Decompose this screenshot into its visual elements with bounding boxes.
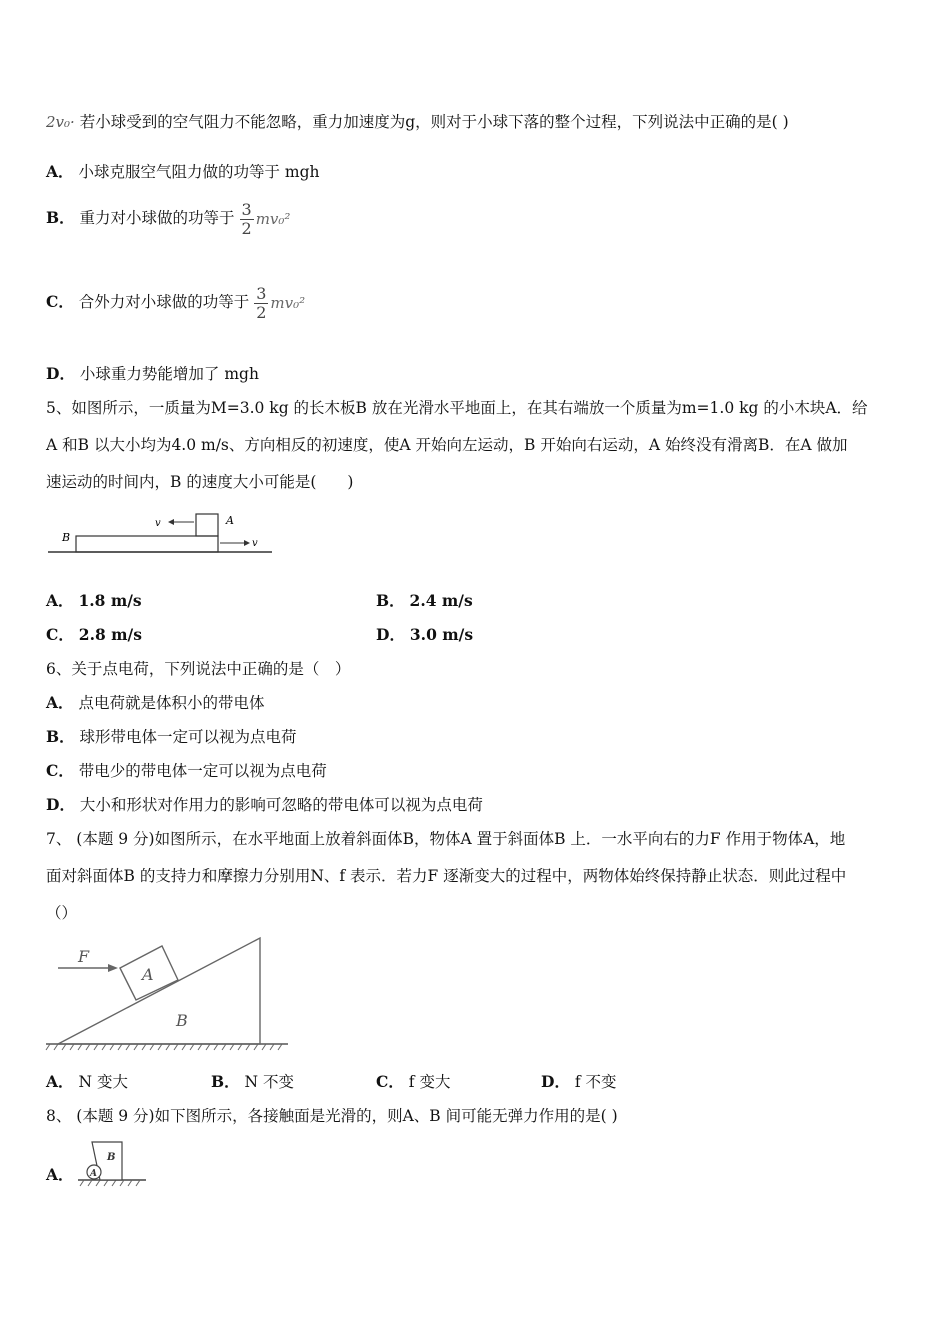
q4-option-b-text: 重力对小球做的功等于 — [79, 209, 235, 227]
q4-option-b-fraction — [240, 201, 254, 238]
q7-option-a-text: N 变大 — [78, 1073, 128, 1091]
q4-stem-text: 若小球受到的空气阻力不能忽略，重力加速度为g，则对于小球下落的整个过程，下列说法中正确的是( ) — [79, 113, 789, 131]
label-f: F — [78, 947, 90, 966]
q7-figure — [44, 930, 294, 1056]
q7-option-a-label: A． — [46, 1072, 74, 1091]
label-v-right: v — [252, 538, 258, 549]
q5-stem-line-2: A 和B 以大小均为4.0 m/s、方向相反的初速度，使A 开始向左运动，B 开始向右运动，A 始终没有滑离B．在A 做加 — [46, 436, 848, 454]
q6-option-d — [46, 795, 483, 815]
q4-option-c-label: C． — [46, 292, 74, 311]
q7-option-b — [211, 1072, 294, 1092]
q5-option-a-label: A． — [46, 591, 74, 610]
q6-stem: 6、关于点电荷，下列说法中正确的是（ ） — [46, 660, 351, 678]
q7-option-c-text: f 变大 — [408, 1073, 451, 1091]
q4-option-c-formula-tail: mv₀² — [270, 294, 306, 312]
q6-option-a-label: A． — [46, 693, 74, 712]
force-f-arrow-head — [108, 964, 118, 972]
q7-stem-line-2: 面对斜面体B 的支持力和摩擦力分别用N、f 表示．若力F 逐渐变大的过程中，两物体始终保持静止状态．则此过程中 — [46, 867, 847, 885]
label-b: B — [107, 1152, 116, 1163]
q4-option-b-label: B． — [46, 208, 75, 227]
q5-option-d — [376, 625, 473, 645]
q4-option-c — [46, 282, 305, 323]
q6-option-d-label: D． — [46, 795, 75, 814]
q5-stem-line-3: 速运动的时间内，B 的速度大小可能是( ) — [46, 473, 354, 491]
label-a: A — [142, 965, 154, 984]
q7-option-c-label: C． — [376, 1072, 404, 1091]
q5-option-a — [46, 591, 142, 611]
q4-option-a — [46, 162, 320, 182]
q5-option-c-label: C． — [46, 625, 74, 644]
label-v-left: v — [155, 518, 161, 529]
fraction-denominator: 2 — [241, 218, 252, 238]
q5-option-b — [376, 591, 473, 611]
q4-prefix-formula: 2v₀· — [46, 113, 75, 131]
q4-option-d-label: D． — [46, 364, 75, 383]
q4-option-c-fraction — [254, 285, 268, 322]
q5-option-d-label: D． — [376, 625, 405, 644]
q6-option-b-label: B． — [46, 727, 75, 746]
block-a — [196, 514, 218, 536]
label-a: A — [90, 1169, 97, 1179]
fraction-denominator: 2 — [256, 302, 267, 322]
ground-hatch — [80, 1180, 140, 1186]
q4-option-b-formula-tail: mv₀² — [255, 210, 291, 228]
q8-figure-a — [76, 1138, 150, 1188]
q4-stem — [46, 112, 789, 132]
q4-option-c-text: 合外力对小球做的功等于 — [78, 293, 250, 311]
q6-option-d-text: 大小和形状对作用力的影响可忽略的带电体可以视为点电荷 — [79, 796, 483, 814]
q5-option-b-label: B． — [376, 591, 405, 610]
q6-option-b — [46, 727, 297, 747]
q7-option-b-text: N 不变 — [244, 1073, 295, 1091]
q5-option-b-text: 2.4 m/s — [409, 591, 473, 610]
q6-option-c-label: C． — [46, 761, 74, 780]
q7-option-c — [376, 1072, 450, 1092]
q5-figure — [44, 508, 284, 560]
fraction-numerator: 3 — [241, 199, 252, 219]
q5-option-d-text: 3.0 m/s — [409, 625, 474, 644]
q8-stem: 8、 (本题 9 分)如下图所示，各接触面是光滑的，则A、B 间可能无弹力作用的是( ) — [46, 1107, 618, 1125]
q4-option-d — [46, 364, 259, 384]
ground-hatch — [46, 1044, 282, 1050]
q6-option-c-text: 带电少的带电体一定可以视为点电荷 — [78, 762, 327, 780]
q6-option-b-text: 球形带电体一定可以视为点电荷 — [79, 728, 297, 746]
q6-option-c — [46, 761, 327, 781]
q6-option-a-text: 点电荷就是体积小的带电体 — [78, 694, 265, 712]
q7-option-d-label: D． — [541, 1072, 570, 1091]
q4-option-d-text: 小球重力势能增加了 mgh — [79, 365, 259, 383]
q7-option-d-text: f 不变 — [574, 1073, 617, 1091]
arrow-v-right-head — [244, 540, 250, 546]
q7-stem-line-3: （） — [46, 904, 78, 922]
q6-option-a — [46, 693, 264, 713]
label-b: B — [176, 1011, 188, 1030]
q4-option-b — [46, 198, 290, 239]
q7-option-a — [46, 1072, 128, 1092]
q7-option-d — [541, 1072, 617, 1092]
board-b — [76, 536, 218, 552]
label-a: A — [226, 514, 234, 527]
q4-option-a-label: A． — [46, 162, 74, 181]
q7-option-b-label: B． — [211, 1072, 240, 1091]
q8-option-a-label: A． — [46, 1165, 74, 1184]
q5-option-a-text: 1.8 m/s — [78, 591, 142, 610]
arrow-v-left-head — [168, 519, 174, 525]
q8-option-a — [46, 1165, 74, 1185]
q5-stem-line-1: 5、如图所示，一质量为M=3.0 kg 的长木板B 放在光滑水平地面上，在其右端放一个质量为m=1.0 kg 的小木块A．给 — [46, 399, 868, 417]
fraction-numerator: 3 — [256, 283, 267, 303]
q5-option-c-text: 2.8 m/s — [78, 625, 142, 644]
q5-option-c — [46, 625, 142, 645]
q4-option-a-text: 小球克服空气阻力做的功等于 mgh — [78, 163, 320, 181]
q7-stem-line-1: 7、 (本题 9 分)如图所示，在水平地面上放着斜面体B，物体A 置于斜面体B 上．一水平向右的力F 作用于物体A，地 — [46, 830, 846, 848]
label-b: B — [62, 531, 71, 544]
